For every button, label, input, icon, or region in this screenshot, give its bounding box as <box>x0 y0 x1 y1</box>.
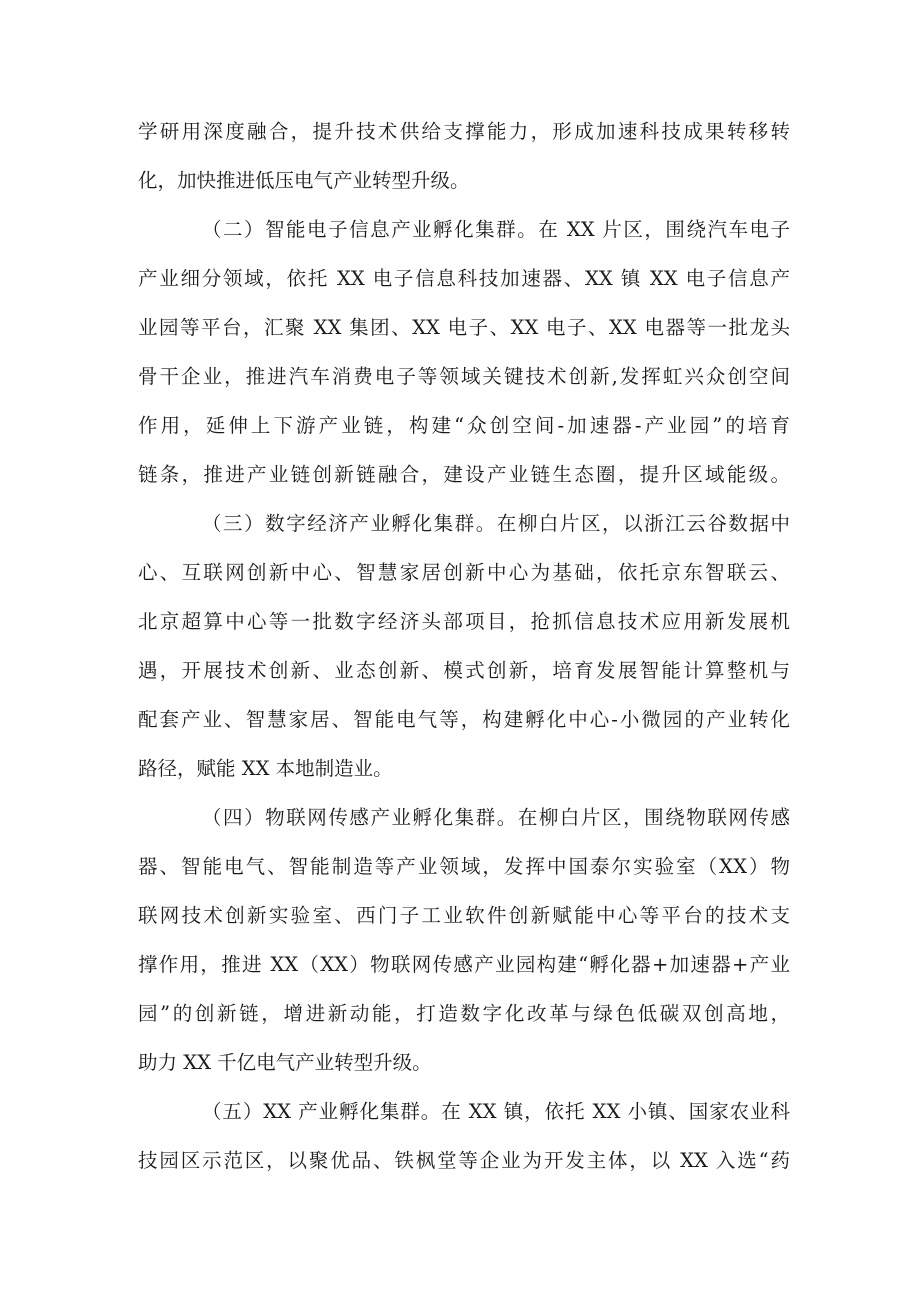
text-line: 路径，赋能 XX 本地制造业。 <box>138 757 393 780</box>
text-line: 业园等平台，汇聚 XX 集团、XX 电子、XX 电子、XX 电器等一批龙头 <box>138 316 790 339</box>
text-line: 配套产业、智慧家居、智能电气等，构建孵化中心-小微园的产业转化 <box>138 708 790 731</box>
paragraph-heading-line: （二）智能电子信息产业孵化集群。在 XX 片区，围绕汽车电子 <box>202 218 790 241</box>
text-line: 器、智能电气、智能制造等产业领域，发挥中国泰尔实验室（XX）物 <box>138 855 790 878</box>
paragraph-heading-line: （四）物联网传感产业孵化集群。在柳白片区，围绕物联网传感 <box>202 806 790 829</box>
text-line: 撑作用，推进 XX（XX）物联网传感产业园构建“孵化器+加速器+产业 <box>138 953 790 976</box>
text-line: 技园区示范区，以聚优品、铁枫堂等企业为开发主体，以 XX 入选“药 <box>138 1149 790 1172</box>
text-line: 链条，推进产业链创新链融合，建设产业链生态圈，提升区域能级。 <box>138 463 790 486</box>
text-line: 骨干企业，推进汽车消费电子等领域关键技术创新,发挥虹兴众创空间 <box>138 365 790 388</box>
text-line: 产业细分领域，依托 XX 电子信息科技加速器、XX 镇 XX 电子信息产 <box>138 267 790 290</box>
text-line: 遇，开展技术创新、业态创新、模式创新，培育发展智能计算整机与 <box>138 659 790 682</box>
text-line: 作用，延伸上下游产业链，构建“众创空间-加速器-产业园”的培育 <box>138 414 790 437</box>
text-line: 助力 XX 千亿电气产业转型升级。 <box>138 1051 432 1074</box>
text-line: 化，加快推进低压电气产业转型升级。 <box>138 169 470 192</box>
text-line: 联网技术创新实验室、西门子工业软件创新赋能中心等平台的技术支 <box>138 904 790 927</box>
text-line: 学研用深度融合，提升技术供给支撑能力，形成加速科技成果转移转 <box>138 120 790 143</box>
paragraph-heading-line: （三）数字经济产业孵化集群。在柳白片区，以浙江云谷数据中 <box>202 512 790 535</box>
text-line: 心、互联网创新中心、智慧家居创新中心为基础，依托京东智联云、 <box>138 561 790 584</box>
text-line: 园”的创新链，增进新动能，打造数字化改革与绿色低碳双创高地， <box>138 1002 790 1025</box>
paragraph-heading-line: （五）XX 产业孵化集群。在 XX 镇，依托 XX 小镇、国家农业科 <box>202 1100 790 1123</box>
text-line: 北京超算中心等一批数字经济头部项目，抢抓信息技术应用新发展机 <box>138 610 790 633</box>
